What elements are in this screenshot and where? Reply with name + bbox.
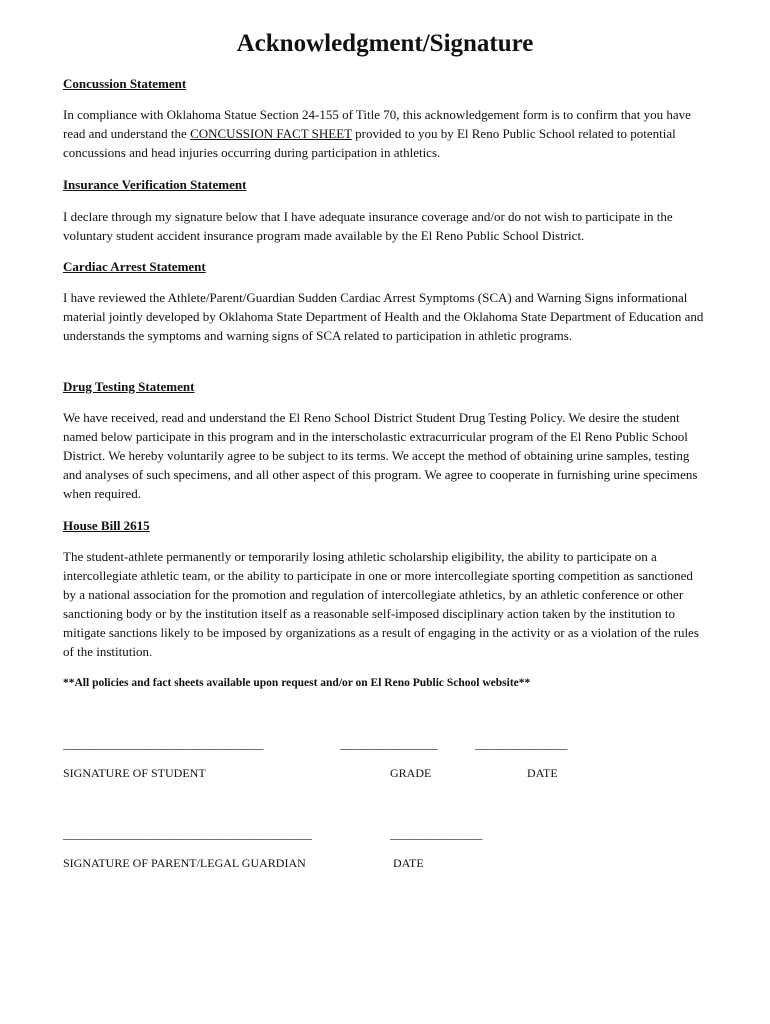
concussion-fact-sheet-link[interactable]: CONCUSSION FACT SHEET: [190, 126, 352, 141]
concussion-text-end: provided to you by El Reno Public School related to potential concussions and head injuries occurring during participation in athletics.: [63, 126, 676, 160]
cardiac-heading: Cardiac Arrest Statement: [63, 259, 206, 274]
student-date-line[interactable]: _________________: [475, 737, 567, 751]
drug-testing-paragraph: We have received, read and understand the El Reno School District Student Drug Testing Policy. We desire the student named below participate in this program and in the interscholastic extracurricular program of the El Reno Public School District. We hereby voluntarily agree to be subject to its terms. We accept the method of obtaining urine samples, testing and analyses of such specimens, and all other aspect of this program. We agree to cooperate in furnishing urine specimens when required.: [63, 410, 698, 501]
parent-date-line[interactable]: _________________: [390, 827, 482, 841]
grade-line[interactable]: __________________: [340, 737, 438, 751]
concussion-paragraph: [63, 105, 708, 162]
student-signature-label: SIGNATURE OF STUDENT: [63, 766, 206, 780]
house-bill-heading: House Bill 2615: [63, 518, 150, 533]
concussion-text-start: In compliance with Oklahoma Statue Section 24-155 of Title 70, this acknowledgement form is to confirm that you have read and understand the: [63, 107, 691, 141]
cardiac-paragraph: I have reviewed the Athlete/Parent/Guardian Sudden Cardiac Arrest Symptoms (SCA) and Warning Signs informational material jointly developed by Oklahoma State Department of Health and the Oklahoma State Department of Education and understands the symptoms and warning signs of SCA related to participation in athletic programs.: [63, 290, 704, 343]
insurance-heading: Insurance Verification Statement: [63, 177, 247, 192]
parent-signature-line[interactable]: ______________________________________________: [63, 827, 312, 841]
student-signature-line[interactable]: _____________________________________: [63, 737, 263, 751]
student-date-label: DATE: [527, 766, 558, 780]
drug-testing-heading: Drug Testing Statement: [63, 379, 195, 394]
policies-note: **All policies and fact sheets available upon request and/or on El Reno Public School website**: [63, 677, 531, 689]
parent-date-label: DATE: [393, 856, 424, 870]
page-title: Acknowledgment/Signature: [236, 30, 534, 57]
insurance-paragraph: I declare through my signature below that I have adequate insurance coverage and/or do not wish to participate in the voluntary student accident insurance program made available by the El Reno Public School District.: [63, 209, 673, 243]
parent-signature-label: SIGNATURE OF PARENT/LEGAL GUARDIAN: [63, 856, 306, 870]
concussion-heading: Concussion Statement: [63, 76, 187, 91]
house-bill-paragraph: The student-athlete permanently or temporarily losing athletic scholarship eligibility, the ability to participate on a intercollegiate athletic team, or the ability to participate in one or more intercollegiate sporting competition as sanctioned by a national association for the promotion and regulation of intercollegiate athletics, by an athletic conference or other sanctioning body or by the institution itself as a reasonable self-imposed disciplinary action taken by the institution to mitigate sanctions likely to be imposed by organizations as a result of engaging in the activity or as a violation of the rules of the institution.: [63, 549, 699, 659]
grade-label: GRADE: [390, 766, 432, 780]
